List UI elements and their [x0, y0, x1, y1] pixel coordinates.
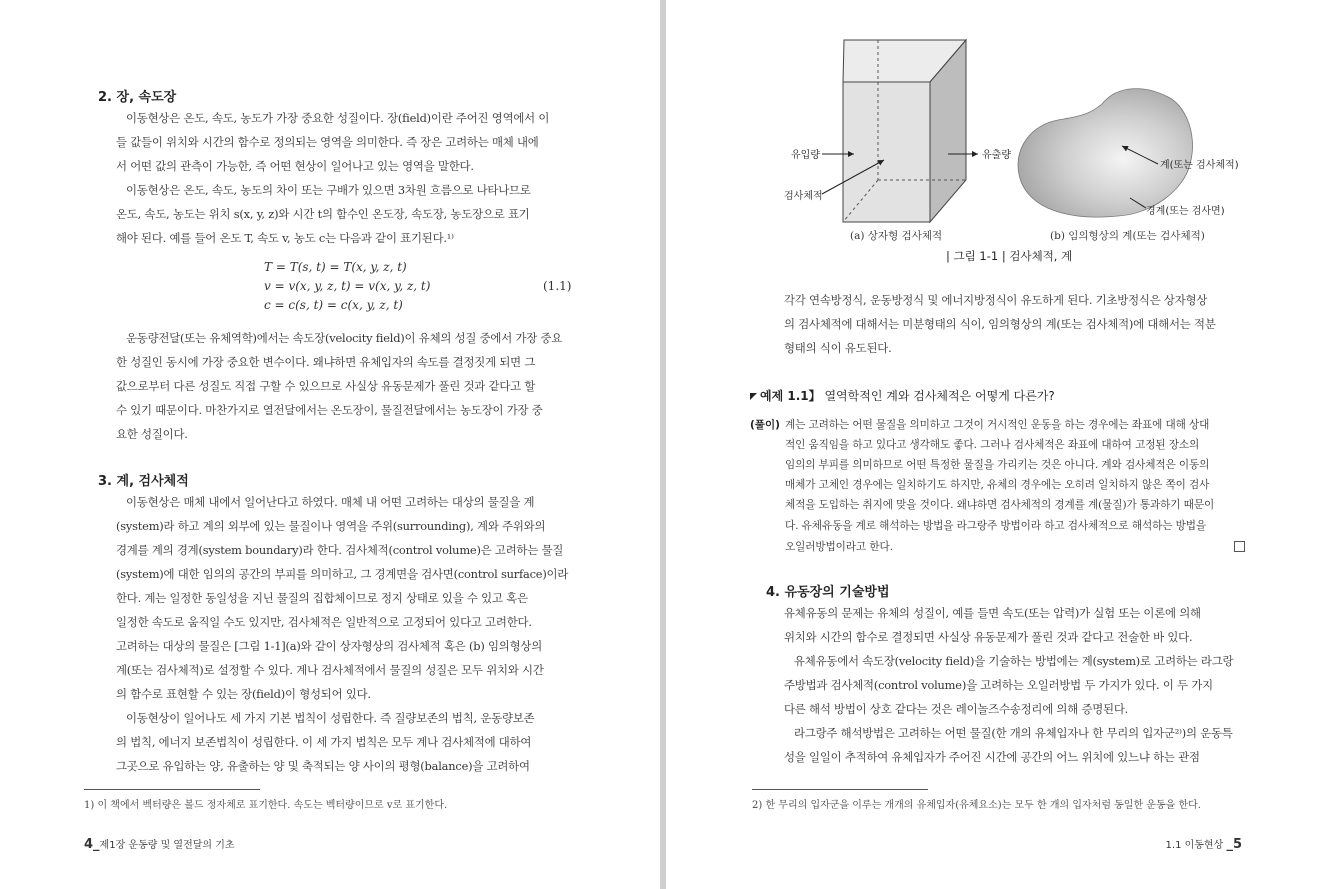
- example-marker-icon: [750, 393, 757, 400]
- example-label: 예제 1.1: [760, 389, 809, 403]
- text-line: 한 성질인 동시에 가장 중요한 변수이다. 왜냐하면 유체입자의 속도를 결정짓게 되면 그: [116, 355, 536, 369]
- caption-b: (b) 임의형상의 계(또는 검사체적): [1050, 230, 1205, 242]
- boundary-label: 경계(또는 검사면): [1146, 206, 1225, 217]
- text-line: 그곳으로 유입하는 양, 유출하는 양 및 축적되는 양 사이의 평형(balance)을 고려하여: [116, 759, 530, 773]
- running-head: 제1장 운동량 및 열전달의 기초: [99, 840, 235, 851]
- text-line: 이동현상이 일어나도 세 가지 기본 법칙이 성립한다. 즉 질량보존의 법칙, 운동량보존: [126, 711, 535, 725]
- text-line: 값으로부터 다른 성질도 직접 구할 수 있으므로 사실상 유동문제가 풀린 것과 같다고 할: [116, 379, 536, 393]
- example-line: 체적을 도입하는 취지에 맞을 것이다. 왜냐하면 검사체적의 경계를 계(물질)가 통과하기 때문이: [785, 499, 1215, 511]
- arbitrary-system-shape: [1018, 89, 1192, 217]
- text-line: 계(또는 검사체적)로 설정할 수 있다. 계나 검사체적에서 물질의 성질은 모두 위치와 시간: [116, 663, 544, 677]
- figure-1-1: [666, 0, 1326, 250]
- example-question: 열역학적인 계와 검사체적은 어떻게 다른가?: [824, 389, 1055, 403]
- page-number: 5: [1232, 837, 1242, 852]
- text-line: 의 검사체적에 대해서는 미분형태의 식이, 임의형상의 계(또는 검사체적)에 대해서는 적분: [784, 317, 1216, 331]
- example-line: 매체가 고체인 경우에는 일치하기도 하지만, 유체의 경우에는 오히려 일치하지 않은 쪽이 검사: [785, 479, 1210, 491]
- example-heading: 예제 1.1】 열역학적인 계와 검사체적은 어떻게 다른가?: [750, 387, 1055, 404]
- text-line: 성을 일일이 추적하여 유체입자가 주어진 시간에 공간의 어느 위치에 있느냐 하는 관점: [784, 750, 1200, 764]
- text-line: 수 있기 때문이다. 마찬가지로 열전달에서는 온도장이, 물질전달에서는 농도장이 가장 중: [116, 403, 543, 417]
- text-line: 이동현상은 온도, 속도, 농도의 차이 또는 구배가 있으면 3차원 흐름으로 나타나므로: [126, 183, 531, 197]
- right-page: [666, 0, 1326, 889]
- end-of-proof-box: [1234, 541, 1245, 552]
- example-line: 계는 고려하는 어떤 물질을 의미하고 그것이 거시적인 운동을 하는 경우에는 좌표에 대해 상대: [785, 419, 1210, 431]
- caption-a: (a) 상자형 검사체적: [850, 230, 943, 242]
- left-page: [0, 0, 660, 889]
- text-line: 요한 성질이다.: [116, 427, 188, 441]
- footnote-2: 2) 한 무리의 입자군을 이루는 개개의 유체입자(유체요소)는 모두 한 개의 입자처럼 동일한 운동을 한다.: [752, 800, 1201, 811]
- box-front-face: [843, 82, 930, 222]
- inflow-label: 유입량: [791, 150, 820, 161]
- text-line: 서 어떤 값의 관측이 가능한, 즉 어떤 현상이 일어나고 있는 영역을 말한다.: [116, 159, 474, 173]
- text-line: 의 함수로 표현할 수 있는 장(field)이 형성되어 있다.: [116, 687, 371, 701]
- equation-number: (1.1): [543, 279, 572, 293]
- text-line: 유체유동의 문제는 유체의 성질이, 예를 들면 속도(또는 압력)가 실험 또는 이론에 의해: [784, 606, 1201, 620]
- section-3-title: 3. 계, 검사체적: [98, 474, 189, 489]
- equation-temperature: T = T(s, t) = T(x, y, z, t): [264, 260, 407, 274]
- text-line: 각각 연속방정식, 운동방정식 및 에너지방정식이 유도하게 된다. 기초방정식은 상자형상: [784, 293, 1208, 307]
- right-page-footer: 1.1 이동현상 _5: [1165, 837, 1242, 852]
- section-2-title: 2. 장, 속도장: [98, 90, 177, 105]
- text-line: (system)라 하고 계의 외부에 있는 물질이나 영역을 주위(surrounding), 계와 주위와의: [116, 519, 546, 533]
- solution-label: (풀이): [750, 419, 780, 431]
- running-head: 1.1 이동현상: [1165, 840, 1224, 851]
- text-line: 한다. 계는 일정한 동일성을 지닌 물질의 집합체이므로 정지 상태로 있을 수 있고 혹은: [116, 591, 528, 605]
- text-line: 해야 된다. 예를 들어 온도 T, 속도 v, 농도 c는 다음과 같이 표기된다.¹⁾: [116, 231, 454, 245]
- text-line: 형태의 식이 유도된다.: [784, 341, 892, 355]
- footnote-1: 1) 이 책에서 벡터량은 볼드 정자체로 표기한다. 속도는 벡터량이므로 v로 표기한다.: [84, 800, 448, 811]
- footnote-rule: [752, 789, 928, 790]
- page-number: 4: [84, 837, 94, 852]
- text-line: 일정한 속도로 움직일 수도 있지만, 검사체적은 일반적으로 고정되어 있다고 고려한다.: [116, 615, 532, 629]
- outflow-label: 유출량: [982, 150, 1011, 161]
- text-line: 의 법칙, 에너지 보존법칙이 성립한다. 이 세 가지 법칙은 모두 계나 검사체적에 대하여: [116, 735, 532, 749]
- text-line: 경계를 계의 경계(system boundary)라 한다. 검사체적(control volume)은 고려하는 물질: [116, 543, 564, 557]
- text-line: 이동현상은 매체 내에서 일어난다고 하였다. 매체 내 어떤 고려하는 대상의 물질을 계: [126, 495, 535, 509]
- equation-concentration: c = c(s, t) = c(x, y, z, t): [264, 298, 403, 312]
- text-line: 운동량전달(또는 유체역학)에서는 속도장(velocity field)이 유체의 성질 중에서 가장 중요: [126, 331, 563, 345]
- control-volume-label: 검사체적: [784, 191, 823, 202]
- text-line: 주방법과 검사체적(control volume)을 고려하는 오일러방법 두 가지가 있다. 이 두 가지: [784, 678, 1213, 692]
- text-line: 들 값들이 위치와 시간의 함수로 정의되는 영역을 의미한다. 즉 장은 고려하는 매체 내에: [116, 135, 539, 149]
- text-line: 이동현상은 온도, 속도, 농도가 가장 중요한 성질이다. 장(field)이란 주어진 영역에서 이: [126, 111, 550, 125]
- text-line: 다른 해석 방법이 상호 같다는 것은 레이놀즈수송정리에 의해 증명된다.: [784, 702, 1129, 716]
- equation-velocity: v = v(x, y, z, t) = v(x, y, z, t): [264, 279, 431, 293]
- left-page-footer: 4_제1장 운동량 및 열전달의 기초: [84, 837, 235, 852]
- example-line: 오일러방법이라고 한다.: [785, 541, 893, 553]
- text-line: 라그랑주 해석방법은 고려하는 어떤 물질(한 개의 유체입자나 한 무리의 입자군²⁾)의 운동특: [794, 726, 1233, 740]
- text-line: 위치와 시간의 함수로 결정되면 사실상 유동문제가 풀린 것과 같다고 전술한 바 있다.: [784, 630, 1193, 644]
- footnote-rule: [84, 789, 260, 790]
- text-line: (system)에 대한 임의의 공간의 부피를 의미하고, 그 경계면을 검사면(control surface)이라: [116, 567, 569, 581]
- text-line: 유체유동에서 속도장(velocity field)을 기술하는 방법에는 계(system)로 고려하는 라그랑: [794, 654, 1234, 668]
- figure-title: | 그림 1-1 | 검사체적, 계: [946, 249, 1073, 263]
- example-line: 임의의 부피를 의미하므로 어떤 특정한 물질을 가리키는 것은 아니다. 계와 검사체적은 이동의: [785, 459, 1210, 471]
- example-line: 다. 유체유동을 계로 해석하는 방법을 라그랑주 방법이라 하고 검사체적으로 해석하는 방법을: [785, 520, 1207, 532]
- text-line: 고려하는 대상의 물질은 [그림 1-1](a)와 같이 상자형상의 검사체적 혹은 (b) 임의형상의: [116, 639, 543, 653]
- system-label: 계(또는 검사체적): [1160, 160, 1239, 171]
- section-4-title: 4. 유동장의 기술방법: [766, 585, 890, 600]
- example-line: 적인 움직임을 하고 있다고 생각해도 좋다. 그러나 검사체적은 좌표에 대하여 고정된 장소의: [785, 439, 1200, 451]
- text-line: 온도, 속도, 농도는 위치 s(x, y, z)와 시간 t의 함수인 온도장, 속도장, 농도장으로 표기: [116, 207, 530, 221]
